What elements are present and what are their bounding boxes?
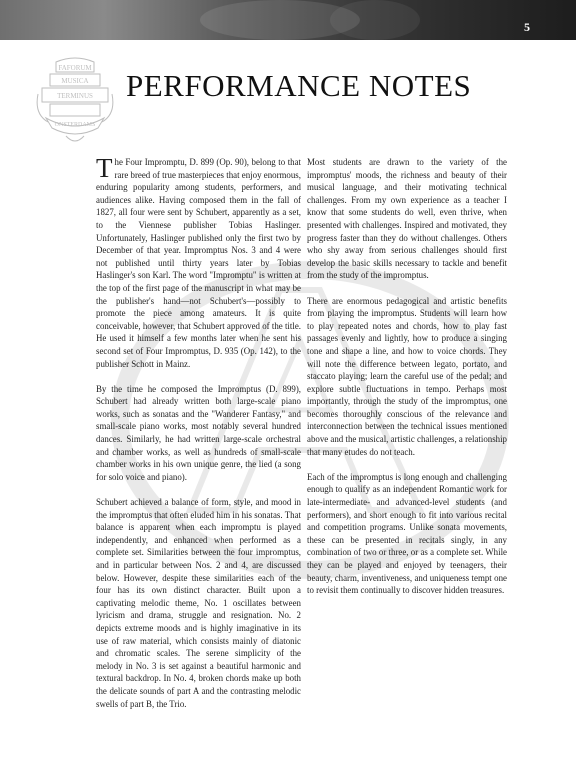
page-title: PERFORMANCE NOTES	[126, 68, 472, 103]
paragraph	[96, 153, 301, 370]
crest-text: MUSICA	[61, 77, 89, 85]
right-column	[307, 156, 507, 609]
crest-logo	[36, 56, 114, 148]
drop-cap: T	[96, 153, 113, 183]
paragraph: Most students are drawn to the variety of the impromptus' moods, the richness and beauty of their musical language, and their motivating technical challenges. From my own experience as a teacher I know that some students do well, even thrive, when presented with challenges. Inspired and motivated, they progress faster than they do without challenges. Others who shy away from serious challenges should first develop the basic skills necessary to tackle and benefit from the study of the impromptus.	[307, 157, 507, 281]
paragraph: By the time he composed the Impromptus (D. 899), Schubert had already written both large-scale piano works, such as sonatas and the "Wanderer Fantasy," and small-scale piano works, most notably several hundred dances. Similarly, he had written large-scale orchestral and chamber works, as well as hundreds of small-scale chamber works in his own unique genre, the lied (a song for solo voice and piano).	[96, 383, 301, 482]
crest-text: FAFORUM	[58, 64, 92, 72]
crest-text: TERMINUS	[57, 92, 93, 100]
paragraph: There are enormous pedagogical and artistic benefits from playing the impromptus. Students will learn how to play repeated notes and chords, how to play fast passages evenly and lightly, how to produce a singing tone and shape a line, and how to voice chords. They will note the difference between legato, portato, and staccato playing; learn the careful use of the pedal; and explore subtle fluctuations in tempo. Perhaps most importantly, through the study of the impromptus, one becomes thoroughly conscious of the relevance and interconnection between the technical issues mentioned above and the musical, artistic challenges, a relationship that many etudes do not teach.	[307, 295, 507, 457]
header-bar	[0, 0, 576, 40]
page-number: 5	[524, 20, 530, 34]
left-column	[96, 153, 301, 723]
paragraph: Each of the impromptus is long enough and challenging enough to qualify as an independent Romantic work for late-intermediate- and advanced-level students (and performers), and short enough to fit into various recital and competition programs. Unlike sonata movements, these can be presented in recitals singly, in any combination of two or three, or as a complete set. While they can be played and enjoyed by teenagers, their beauty, charm, inventiveness, and uniqueness tempt one to revisit them continually to discover hidden treasures.	[307, 471, 507, 596]
header-texture	[330, 0, 420, 40]
paragraph: Schubert achieved a balance of form, style, and mood in the impromptus that often eluded him in his sonatas. That balance is apparent when each impromptu is played independently, and enhanced when performed as a complete set. Similarities between the four impromptus, and in particular between Nos. 2 and 4, are discussed below. However, despite these similarities each of the four has its own distinct character. Built upon a captivating melodic theme, No. 1 oscillates between lyricism and drama, struggle and resignation. No. 2 depicts extreme moods and is highly imaginative in its use of raw material, which consists mainly of diatonic and chromatic scales. The serene simplicity of the melody in No. 3 is set against a beautiful harmonic and textural backdrop. In No. 4, broken chords make up both the delicate sounds of part A and the contrasting melodic swells of part B, the Trio.	[96, 497, 301, 709]
paragraph-text: he Four Impromptu, D. 899 (Op. 90), belong to that rare breed of true masterpieces that enjoy enormous, enduring popularity among students, performers, and audiences alike. Having composed them in the fall of 1827, all four were sent by Schubert, apparently as a set, to the Viennese publisher Tobias Haslinger. Unfortunately, Haslinger published only the first two by December of that year. Impromptus Nos. 3 and 4 were not published until thirty years later by Tobias Haslinger's son Karl. The word "Impromptu" is written at the top of the first page of the manuscript in what may be the publisher's hand—not Schubert's—possibly to promote the piece among amateurs. It is quite conceivable, however, that Schubert approved of the title. He used it himself a few months later when he sent his second set of Four Impromptus, D. 935 (Op. 142), to the publisher Schott in Mainz.	[96, 157, 301, 369]
crest-text: ONSTERDAMS	[54, 122, 96, 128]
